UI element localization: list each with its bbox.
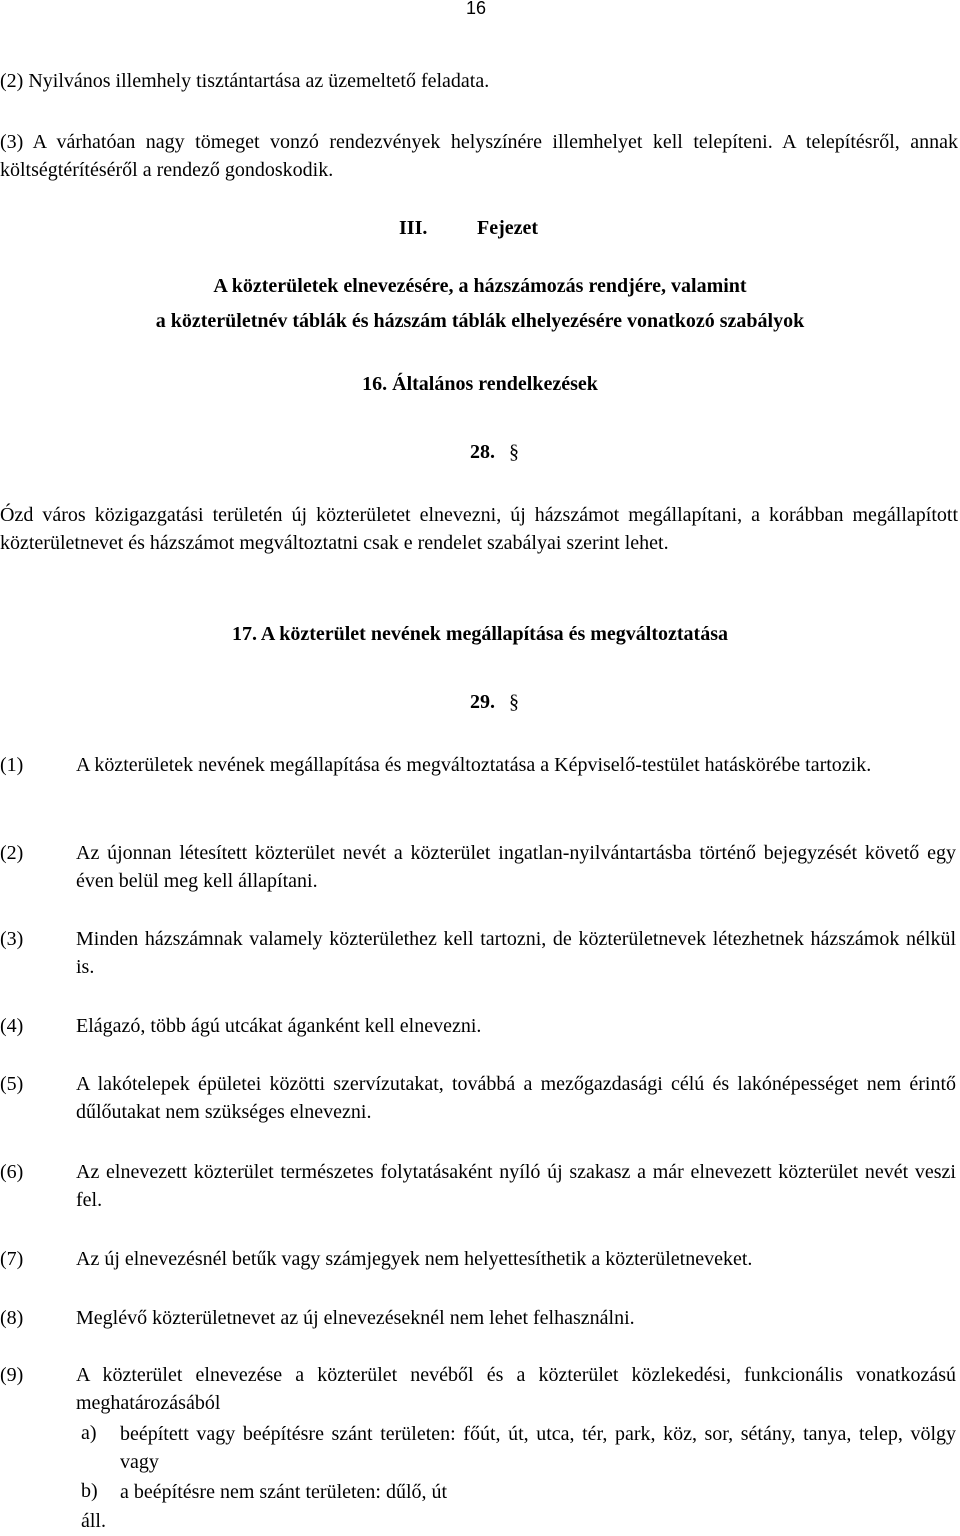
item-7-number: (7) bbox=[0, 1248, 24, 1270]
subitem-a-text: beépített vagy beépítésre szánt területen: főút, út, utca, tér, park, köz, sor, sétány, tanya, telep, völgy vagy bbox=[120, 1423, 956, 1473]
chapter-number: III. bbox=[399, 217, 428, 239]
item-2-number: (2) bbox=[0, 842, 24, 864]
item-1-number: (1) bbox=[0, 754, 24, 776]
item-3-number: (3) bbox=[0, 928, 24, 950]
item-8-number: (8) bbox=[0, 1307, 24, 1329]
section-sign-29: § bbox=[509, 691, 519, 713]
subitem-a-label: a) bbox=[81, 1422, 97, 1444]
item-5-number: (5) bbox=[0, 1073, 24, 1095]
section-17-title: 17. A közterület nevének megállapítása és megváltoztatása bbox=[231, 623, 729, 645]
chapter-title-line-2: a közterületnév táblák és házszám táblák elhelyezésére vonatkozó szabályok bbox=[155, 310, 805, 332]
subitem-b-label: b) bbox=[81, 1480, 98, 1502]
item-1-text: A közterületek nevének megállapítása és megváltoztatása a Képviselő-testület hatáskörébe tartozik. bbox=[76, 754, 872, 776]
item-7-text: Az új elnevezésnél betűk vagy számjegyek nem helyettesíthetik a közterületneveket. bbox=[76, 1248, 753, 1270]
item-8-text: Meglévő közterületnevet az új elnevezéseknél nem lehet felhasználni. bbox=[76, 1307, 635, 1329]
item-9-number: (9) bbox=[0, 1364, 24, 1386]
item-6-number: (6) bbox=[0, 1161, 24, 1183]
section-sign-28: § bbox=[509, 441, 519, 463]
item-5-text: A lakótelepek épületei közötti szervízutakat, továbbá a mezőgazdasági célú és lakónépességet nem érintő dűlőutakat nem szükséges elnevezni. bbox=[76, 1073, 956, 1123]
chapter-label: Fejezet bbox=[477, 217, 539, 239]
item-3-text: Minden házszámnak valamely közterülethez kell tartozni, de közterületnevek létezhetnek házszámok nélkül is. bbox=[76, 928, 956, 978]
trailing-text: áll. bbox=[81, 1510, 106, 1532]
section-16-title: 16. Általános rendelkezések bbox=[362, 373, 598, 395]
section-16-text: Ózd város közigazgatási területén új közterületet elnevezni, új házszámot megállapítani, a korábban megállapított közterületnevet és házszámot megváltoztatni csak e rendelet szabályai szerint lehet. bbox=[0, 504, 958, 554]
paragraph-2: (2) Nyilvános illemhely tisztántartása az üzemeltető feladata. bbox=[0, 70, 490, 92]
paragraph-29-number: 29. bbox=[470, 691, 495, 713]
item-9-text: A közterület elnevezése a közterület nevéből és a közterület közlekedési, funkcionális vonatkozású meghatározásából bbox=[76, 1364, 956, 1414]
item-6-text: Az elnevezett közterület természetes folytatásaként nyíló új szakasz a már elnevezett közterület nevét veszi fel. bbox=[76, 1161, 956, 1211]
item-2-text: Az újonnan létesített közterület nevét a közterület ingatlan-nyilvántartásba történő bejegyzését követő egy éven belül meg kell állapítani. bbox=[76, 842, 956, 892]
chapter-title-line-1: A közterületek elnevezésére, a házszámozás rendjére, valamint bbox=[213, 275, 747, 297]
item-4-number: (4) bbox=[0, 1015, 24, 1037]
paragraph-3: (3) A várhatóan nagy tömeget vonzó rendezvények helyszínére illemhelyet kell telepíteni. A telepítésről, annak költségtérítéséről a rendező gondoskodik. bbox=[0, 131, 958, 181]
subitem-b-text: a beépítésre nem szánt területen: dűlő, út bbox=[120, 1481, 448, 1503]
paragraph-28-number: 28. bbox=[470, 441, 495, 463]
item-4-text: Elágazó, több ágú utcákat áganként kell elnevezni. bbox=[76, 1015, 482, 1037]
page-number: 16 bbox=[466, 0, 487, 18]
